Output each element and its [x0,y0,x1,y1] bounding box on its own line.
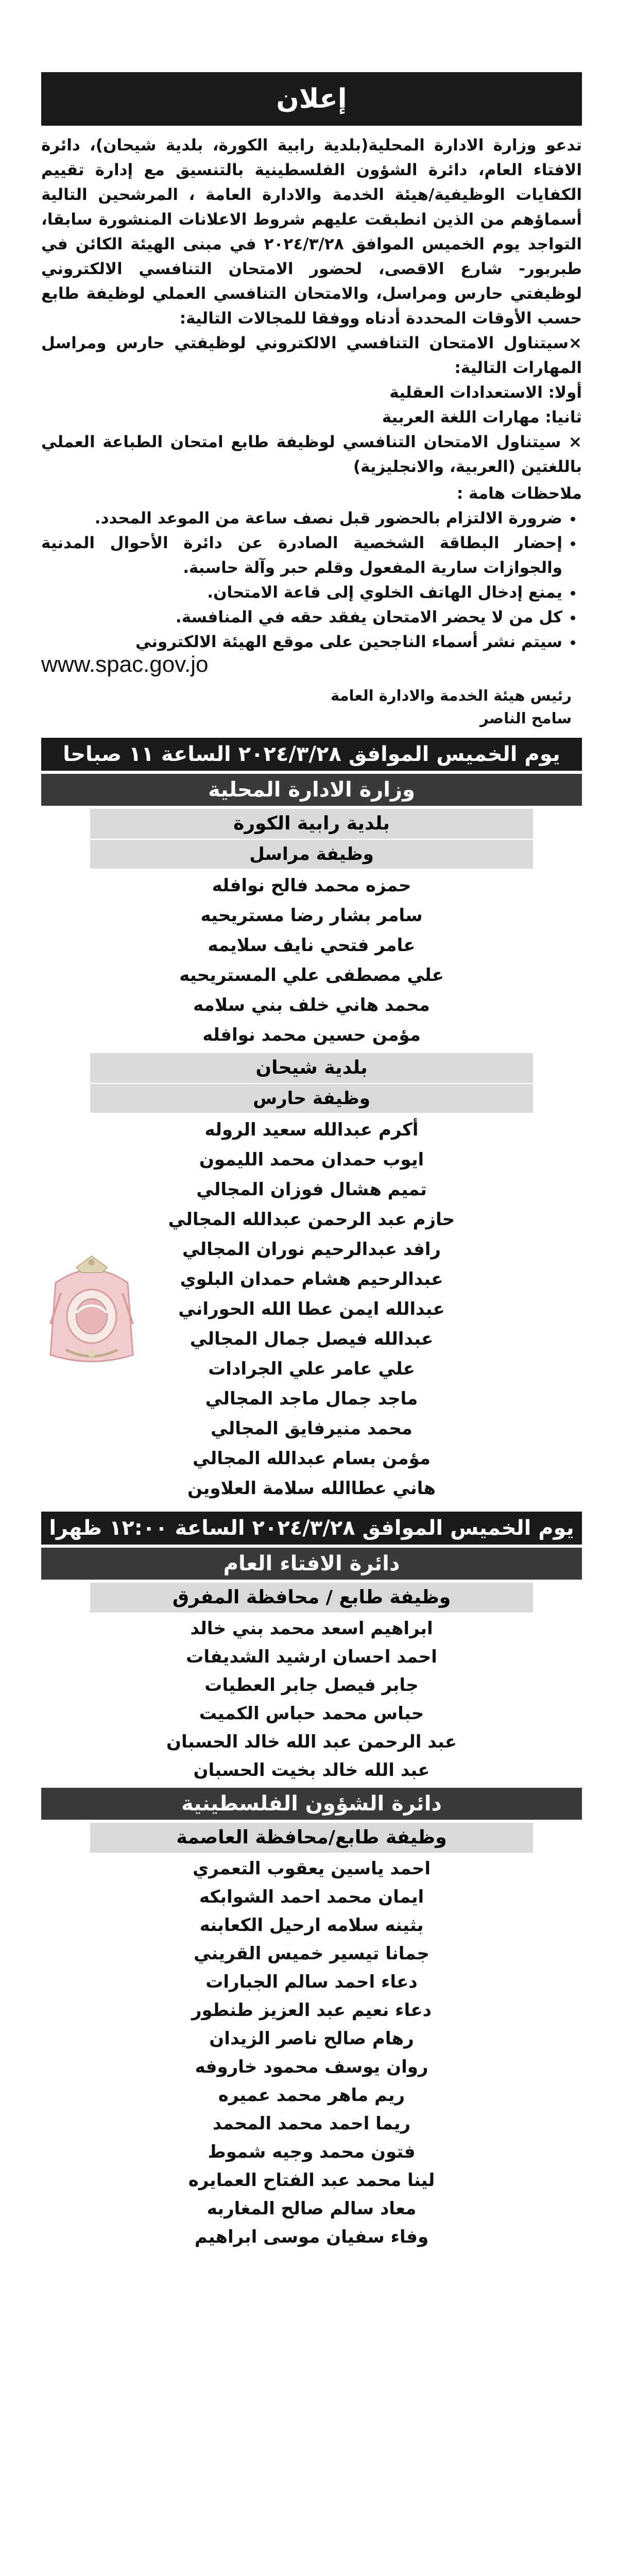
candidate-name: سامر بشار رضا مستريحيه [200,905,423,926]
candidate-name: دعاء احمد سالم الجبارات [205,1972,418,1992]
candidate-name: عبدالرحيم هشام حمدان البلوي [180,1269,443,1290]
candidate-name: حباس محمد حباس الكميت [199,1703,424,1724]
note-item: • كل من لا يحضر الامتحان يفقد حقه في المنافسة. [41,605,562,630]
candidate-name: محمد هاني خلف بني سلامه [193,995,430,1015]
candidate-name: تميم هشال فوزان المجالي [196,1179,427,1200]
job-header: وظيفة طابع / محافظة المفرق [90,1583,533,1613]
note-item: • إحضار البطاقة الشخصية الصادرة عن دائرة الأحوال المدنية والجوازات سارية المفعول وقلم حبر وآلة حاسبة. [41,531,562,580]
candidate-name: معاد سالم صالح المغاربه [207,2198,417,2219]
notes-title: ملاحظات هامة : [456,484,582,503]
signature-title: رئيس هيئة الخدمة والادارة العامة [330,687,572,704]
department-header: دائرة الشؤون الفلسطينية [41,1788,582,1820]
job-header: وظيفة مراسل [90,839,533,869]
candidate-name: أكرم عبدالله سعيد الروله [204,1120,419,1140]
municipality-header: بلدية شيحان [90,1053,533,1083]
candidate-name: مؤمن بسام عبدالله المجالي [193,1448,431,1469]
jordan-coat-of-arms-icon [45,1252,138,1370]
candidate-name: وفاء سفيان موسى ابراهيم [194,2227,429,2247]
candidates-list [41,1855,582,2251]
skill-second: ثانيا: مهارات اللغة العربية [382,408,582,427]
candidate-name: بثينه سلامه ارحيل الكعابنه [199,1915,424,1936]
candidate-name: جمانا تيسير خميس القريني [194,1943,430,1964]
skill-first: أولا: الاستعدادات العقلية [389,383,582,402]
candidates-list [41,1615,582,1785]
announcement-title: إعلان [41,72,582,126]
note-item: • يمنع إدخال الهاتف الخلوي إلى قاعة الامتحان. [41,580,562,605]
signature-block [41,684,582,730]
candidate-name: حمزه محمد فالح نوافله [212,875,411,896]
candidate-name: رهام صالح ناصر الزيدان [209,2028,414,2049]
candidate-name: عبد الرحمن عبد الله خالد الحسبان [166,1732,457,1752]
session2-banner: يوم الخميس الموافق ٢٠٢٤/٣/٢٨ الساعة ١٢:٠٠ ظهرا [41,1512,582,1545]
candidate-name: جابر فيصل جابر العطيات [204,1675,419,1696]
candidate-name: احمد ياسين يعقوب التعمري [192,1858,431,1879]
note-item: • ضرورة الالتزام بالحضور قبل نصف ساعة من الموعد المحدد. [41,506,562,531]
announcement-page [41,72,582,2251]
intro-paragraph: تدعو وزارة الادارة المحلية(بلدية رابية الكورة، بلدية شيحان)، دائرة الافتاء العام، دائرة الشؤون الفلسطينية بالتنسيق مع إدارة تقييم الكفايات الوظيفية/هيئة الخدمة والادارة العامة ، المرشحين التالية أسماؤهم من الذين انطبقت عليهم شروط الاعلانات المنشورة سابقا، التواجد يوم الخميس الموافق ٢٠٢٤/٣/٢٨ في مبنى الهيئة الكائن في طبربور- شارع الاقصى، لحضور الامتحان التنافسي الالكتروني لوظيفتي حارس ومراسل، والامتحان التنافسي العملي لوظيفة طابع حسب الأوقات المحددة أدناه ووفقا للمجالات التالية: [41,136,582,328]
candidate-name: ريما احمد محمد المحمد [212,2113,411,2134]
signature-name: سامح الناصر [480,709,572,727]
candidate-name: ايمان محمد احمد الشوابكه [199,1887,424,1907]
session1-banner: يوم الخميس الموافق ٢٠٢٤/٣/٢٨ الساعة ١١ صباحا [41,738,582,771]
candidate-name: ايوب حمدان محمد الليمون [199,1149,424,1170]
candidate-name: عبدالله ايمن عطا الله الحوراني [178,1299,445,1319]
candidate-name: ماجد جمال ماجد المجالي [205,1388,418,1409]
candidates-list [41,871,582,1050]
job-header: وظيفة حارس [90,1083,533,1113]
candidate-name: عبد الله خالد بخيت الحسبان [193,1760,430,1781]
exam-typing: × سيتناول الامتحان التنافسي لوظيفة طابع امتحان الطباعة العملي باللغتين (العربية، والانجليزية) [41,433,582,476]
candidate-name: لينا محمد عبد الفتاح العمايره [188,2170,435,2191]
candidate-name: فتون محمد وجيه شموط [208,2142,416,2162]
candidate-name: ريم ماهر محمد عميره [218,2085,405,2106]
candidate-name: احمد احسان ارشيد الشديفات [186,1647,437,1667]
candidate-name: روان يوسف محمود خاروفه [195,2057,428,2077]
note-item: • سيتم نشر أسماء الناجحين على موقع الهيئة الالكتروني [41,630,562,654]
job-header: وظيفة طابع/محافظة العاصمة [90,1823,533,1853]
exam-electronic: ×سيتناول الامتحان التنافسي الالكتروني لوظيفتي حارس ومراسل المهارات التالية: [41,334,582,377]
website-link[interactable]: www.spac.gov.jo [41,652,209,677]
candidate-name: محمد منيرفايق المجالي [211,1418,413,1439]
candidate-name: حازم عبد الرحمن عبدالله المجالي [168,1209,455,1230]
candidate-name: ابراهيم اسعد محمد بني خالد [190,1618,433,1639]
ministry-header: وزارة الادارة المحلية [41,774,582,806]
announcement-intro [41,133,582,678]
notes-list [41,506,582,654]
candidate-name: هاني عطاالله سلامة العلاوين [187,1478,436,1499]
candidate-name: مؤمن حسين محمد نوافله [202,1025,421,1045]
candidate-name: عبدالله فيصل جمال المجالي [190,1329,434,1349]
municipality-header: بلدية رابية الكورة [90,809,533,839]
candidate-name: رافد عبدالرحيم نوران المجالي [182,1239,441,1260]
candidate-name: دعاء نعيم عبد العزيز طنطور [191,2000,432,2021]
candidate-name: عامر فتحي نايف سلايمه [208,935,416,956]
candidate-name: علي عامر علي الجرادات [208,1359,415,1379]
candidate-name: علي مصطفى علي المستريحيه [179,965,444,986]
department-header: دائرة الافتاء العام [41,1548,582,1580]
